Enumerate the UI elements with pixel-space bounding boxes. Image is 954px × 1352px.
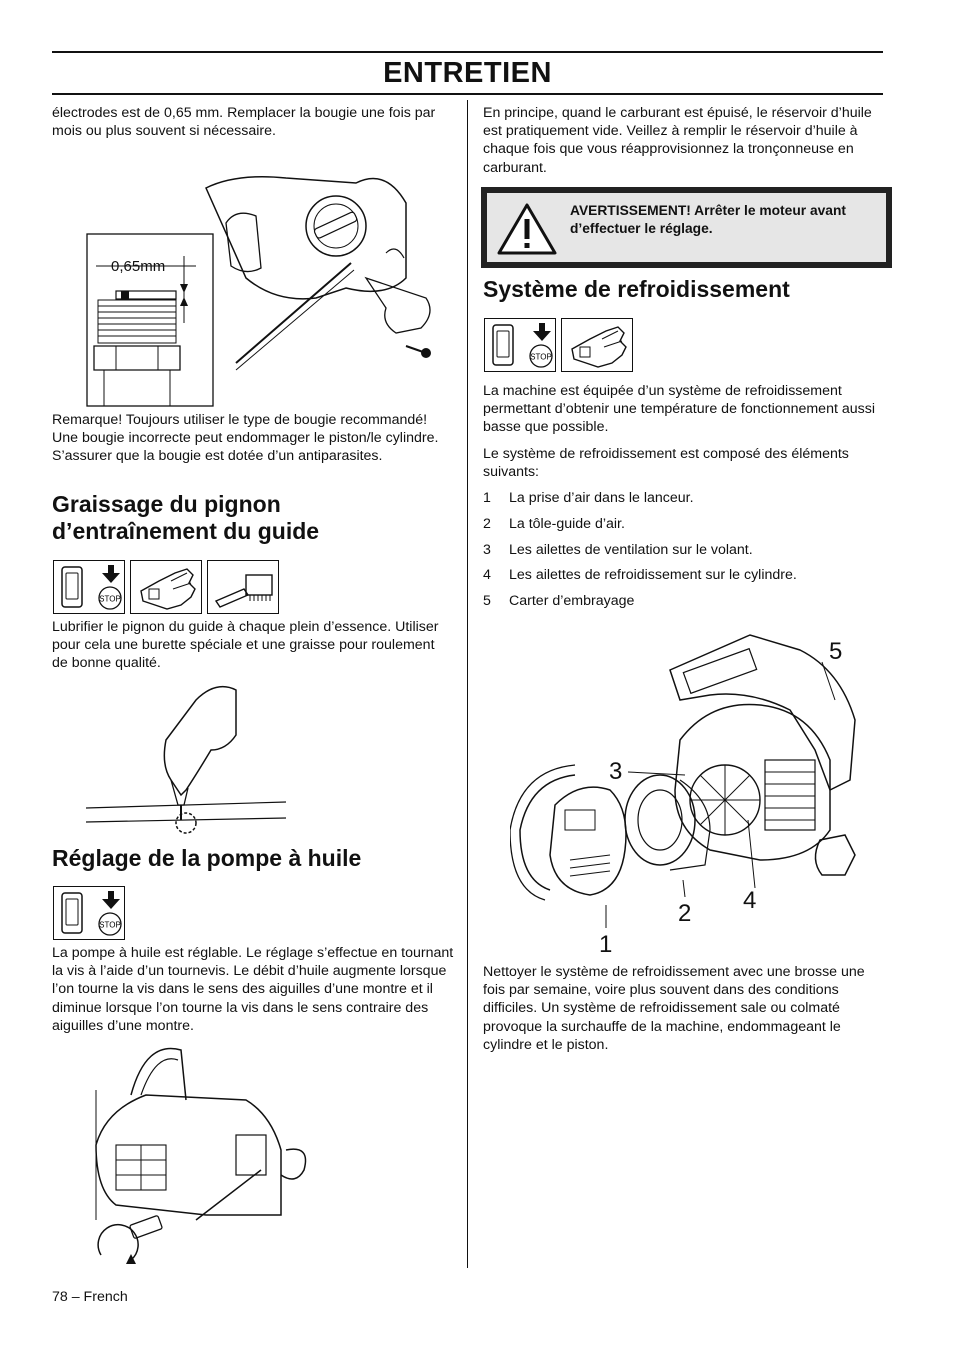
callout-5: 5 xyxy=(829,638,843,665)
pump-section-title: Réglage de la pompe à huile xyxy=(52,845,362,871)
gap-label: 0,65mm xyxy=(111,258,166,275)
glove-icon xyxy=(130,560,202,614)
page-footer: 78 – French xyxy=(52,1289,128,1305)
brush-icon xyxy=(207,560,279,614)
header-rule-top xyxy=(52,51,883,53)
stop-label: STOP xyxy=(99,594,121,604)
cooling-components-list xyxy=(483,489,797,618)
stop-label: STOP xyxy=(530,352,552,362)
list-item: 2 La tôle-guide d’air. xyxy=(483,515,625,532)
switch-stop-icon xyxy=(484,318,556,372)
cooling-p1: La machine est équipée d’un système de refroidissement permettant d’obtenir une température de fonctionnement aussi basse que possible. xyxy=(483,383,875,436)
warning-box xyxy=(481,187,892,268)
callout-4: 4 xyxy=(743,887,757,914)
spark-plug-illustration xyxy=(86,148,456,408)
callout-1: 1 xyxy=(599,931,613,958)
list-item: 4 Les ailettes de refroidissement sur le cylindre. xyxy=(483,567,797,584)
glove-icon xyxy=(561,318,633,372)
spark-plug-intro: électrodes est de 0,65 mm. Remplacer la bougie une fois par mois ou plus souvent si nécessaire. xyxy=(52,105,436,140)
callout-3: 3 xyxy=(609,758,623,785)
pump-body: La pompe à huile est réglable. Le réglage s’effectue en tournant la vis à l’aide d’un tournevis. Le débit d’huile augmente lorsque l’on tourne la vis dans le sens des aiguilles d’une montre et il diminue lorsque l’on tourne la vis dans le sens contraire des aiguilles d’une montre. xyxy=(52,945,454,1034)
cooling-icon-row xyxy=(484,318,633,372)
lube-icon-row xyxy=(53,560,279,614)
cooling-p3: Nettoyer le système de refroidissement avec une brosse une fois par semaine, voire plus souvent dans des conditions difficiles. Un système de refroidissement sale ou colmaté provoque la surchauffe de la machine, endommageant le cylindre et le piston. xyxy=(483,964,865,1053)
page-title: ENTRETIEN xyxy=(383,57,552,89)
cooling-p2: Le système de refroidissement est composé des éléments suivants: xyxy=(483,446,849,481)
list-item: 3 Les ailettes de ventilation sur le volant. xyxy=(483,541,753,558)
switch-stop-icon xyxy=(53,560,125,614)
list-item: 1 La prise d’air dans le lanceur. xyxy=(483,490,694,506)
spark-plug-remark: Remarque! Toujours utiliser le type de bougie recommandé! Une bougie incorrecte peut endommager le piston/le cylindre. S’assurer que la bougie est dotée d’un antiparasites. xyxy=(52,412,439,465)
list-item: 5 Carter d’embrayage xyxy=(483,593,635,610)
column-divider xyxy=(467,100,468,1268)
header-rule-bottom xyxy=(52,93,883,95)
cooling-system-illustration xyxy=(510,630,890,960)
oil-tank-intro: En principe, quand le carburant est épuisé, le réservoir d’huile est pratiquement vide. Veillez à remplir le réservoir d’huile à chaque fois que vous réapprovisionnez la tronçonneuse en carburant. xyxy=(483,105,872,176)
warning-text: AVERTISSEMENT! Arrêter le moteur avant d’effectuer le réglage. xyxy=(570,203,846,236)
pump-icon-row xyxy=(53,886,125,940)
lube-section-title-line2: d’entraînement du guide xyxy=(52,518,320,544)
stop-label: STOP xyxy=(99,920,121,930)
lube-body: Lubrifier le pignon du guide à chaque plein d’essence. Utiliser pour cela une burette spéciale et une graisse pour roulement de bonne qualité. xyxy=(52,619,439,672)
cooling-section-title: Système de refroidissement xyxy=(483,276,790,302)
switch-stop-icon xyxy=(53,886,125,940)
callout-2: 2 xyxy=(678,900,692,927)
oil-pump-illustration xyxy=(86,1040,316,1275)
greasing-illustration xyxy=(86,680,286,840)
warning-triangle-icon xyxy=(495,201,559,257)
lube-section-title-line1: Graissage du pignon xyxy=(52,491,281,517)
